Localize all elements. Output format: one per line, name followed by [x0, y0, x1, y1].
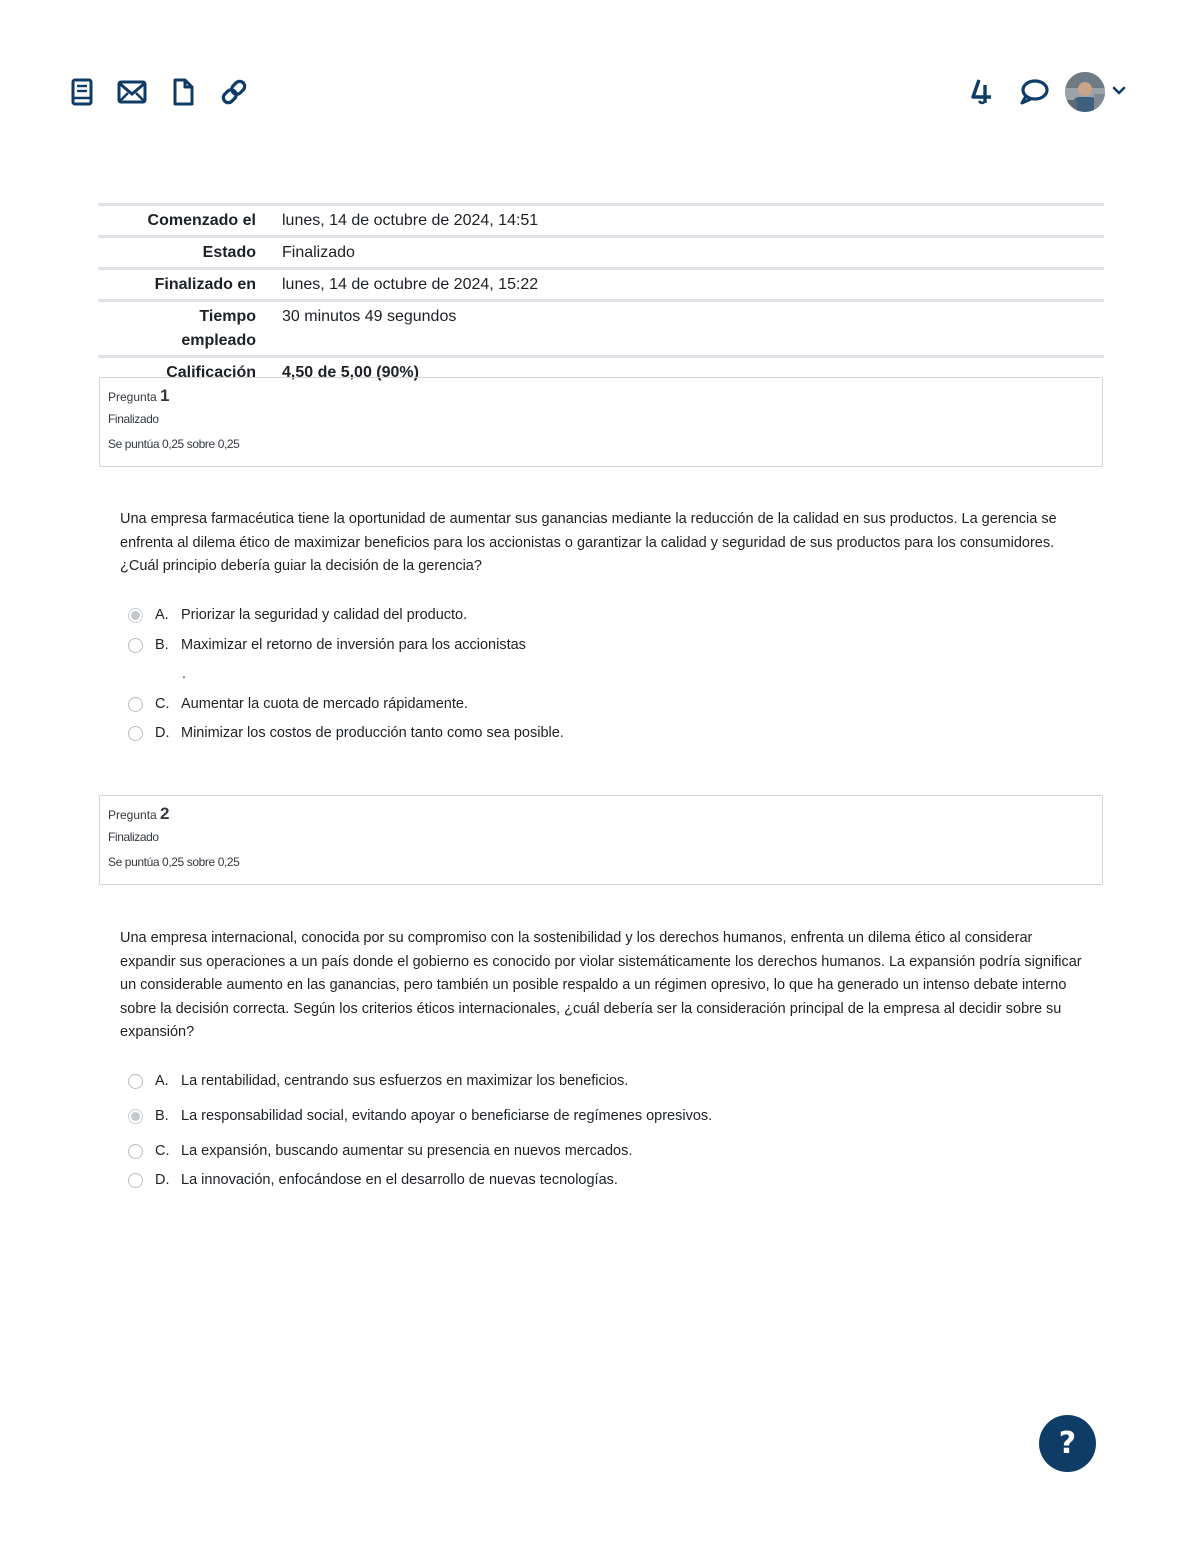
- summary-value: 30 minutos 49 segundos: [282, 308, 457, 325]
- option-text: Priorizar la seguridad y calidad del producto.: [181, 607, 468, 623]
- answer-option[interactable]: [128, 692, 468, 716]
- question-text: Una empresa farmacéutica tiene la oportunidad de aumentar sus ganancias mediante la reducción de la calidad en sus productos. La gerencia se enfrenta al dilema ético de maximizar beneficios para los accionistas o garantizar la calidad y seguridad de sus productos para los consumidores. ¿Cuál principio debería guiar la decisión de la gerencia?: [120, 511, 1057, 574]
- summary-label: [98, 301, 266, 357]
- question-label: Pregunta: [108, 808, 157, 822]
- question-label: Pregunta: [108, 390, 157, 404]
- question-score: Se puntúa 0,25 sobre 0,25: [108, 855, 240, 869]
- question-number: [108, 386, 1094, 407]
- option-letter: B.: [155, 637, 169, 653]
- chevron-down-icon[interactable]: [1110, 82, 1128, 100]
- summary-row-state: [98, 237, 1104, 269]
- grade-rest: de 5,00 (90%): [317, 364, 419, 381]
- bell-icon[interactable]: [968, 76, 998, 108]
- notebook-icon[interactable]: [67, 76, 97, 108]
- option-text: La rentabilidad, centrando sus esfuerzos en maximizar los beneficios.: [181, 1073, 629, 1089]
- option-text: Aumentar la cuota de mercado rápidamente.: [181, 696, 468, 712]
- summary-label-line: empleado: [181, 332, 256, 349]
- link-icon[interactable]: [219, 76, 249, 108]
- answer-option[interactable]: [128, 633, 526, 657]
- radio-button[interactable]: [128, 1074, 143, 1089]
- grade-score: 4,50: [282, 364, 314, 381]
- summary-label-line: Tiempo: [199, 308, 256, 325]
- top-navbar: [0, 0, 1200, 140]
- radio-button[interactable]: [128, 1144, 143, 1159]
- option-letter: A.: [155, 607, 169, 623]
- question-info-box: [99, 795, 1103, 885]
- summary-value: lunes, 14 de octubre de 2024, 14:51: [282, 212, 539, 229]
- summary-label: Calificación: [166, 364, 256, 381]
- answer-option[interactable]: [128, 1139, 632, 1163]
- option-letter: A.: [155, 1073, 169, 1089]
- help-button[interactable]: ?: [1039, 1415, 1096, 1472]
- answer-option[interactable]: [128, 721, 564, 745]
- summary-row-started: [98, 205, 1104, 237]
- question-status: Finalizado: [108, 412, 159, 426]
- answer-option[interactable]: [128, 1104, 712, 1128]
- radio-button[interactable]: [128, 1173, 143, 1188]
- radio-button-checked[interactable]: [128, 1109, 143, 1124]
- question-score: Se puntúa 0,25 sobre 0,25: [108, 437, 240, 451]
- summary-label: Estado: [202, 244, 256, 261]
- summary-value: Finalizado: [282, 244, 355, 261]
- option-letter: C.: [155, 1143, 170, 1159]
- option-letter: B.: [155, 1108, 169, 1124]
- option-letter: D.: [155, 725, 170, 741]
- question-number: [108, 804, 1094, 825]
- question-status: Finalizado: [108, 830, 159, 844]
- option-text: La expansión, buscando aumentar su presencia en nuevos mercados.: [181, 1143, 633, 1159]
- avatar[interactable]: [1065, 72, 1105, 112]
- option-text: La innovación, enfocándose en el desarrollo de nuevas tecnologías.: [181, 1172, 618, 1188]
- question-number-value: 1: [160, 386, 170, 405]
- summary-label: Comenzado el: [147, 212, 256, 229]
- attempt-summary-table: [98, 203, 1104, 387]
- option-text: Maximizar el retorno de inversión para los accionistas: [181, 637, 526, 653]
- summary-label: Finalizado en: [154, 276, 256, 293]
- question-number-value: 2: [160, 804, 170, 823]
- answer-option[interactable]: [128, 1069, 628, 1093]
- answer-option[interactable]: [128, 1168, 618, 1192]
- radio-button[interactable]: [128, 638, 143, 653]
- option-letter: C.: [155, 696, 170, 712]
- option-letter: D.: [155, 1172, 170, 1188]
- radio-button-checked[interactable]: [128, 608, 143, 623]
- summary-row-finished: [98, 269, 1104, 301]
- option-text: La responsabilidad social, evitando apoyar o beneficiarse de regímenes opresivos.: [181, 1108, 713, 1124]
- question-text: Una empresa internacional, conocida por su compromiso con la sostenibilidad y los derechos humanos, enfrenta un dilema ético al considerar expandir sus operaciones a un país donde el gobierno es conocido por violar sistemáticamente los derechos humanos. La expansión podría significar un considerable aumento en las ganancias, pero también un posible respaldo a un régimen opresivo, lo que ha generado un intenso debate interno sobre la decisión correcta. Según los criterios éticos internacionales, ¿cuál debería ser la consideración principal de la empresa al decidir sobre su expansión?: [120, 930, 1082, 1040]
- summary-row-time: [98, 301, 1104, 357]
- radio-button[interactable]: [128, 726, 143, 741]
- option-text: Minimizar los costos de producción tanto como sea posible.: [181, 725, 564, 741]
- summary-value: lunes, 14 de octubre de 2024, 15:22: [282, 276, 539, 293]
- question-info-box: [99, 377, 1103, 467]
- answer-option[interactable]: [128, 603, 467, 627]
- document-icon[interactable]: [168, 76, 198, 108]
- option-extra-dot: .: [182, 665, 186, 681]
- envelope-icon[interactable]: [117, 76, 147, 108]
- radio-button[interactable]: [128, 697, 143, 712]
- chat-bubble-icon[interactable]: [1019, 76, 1049, 108]
